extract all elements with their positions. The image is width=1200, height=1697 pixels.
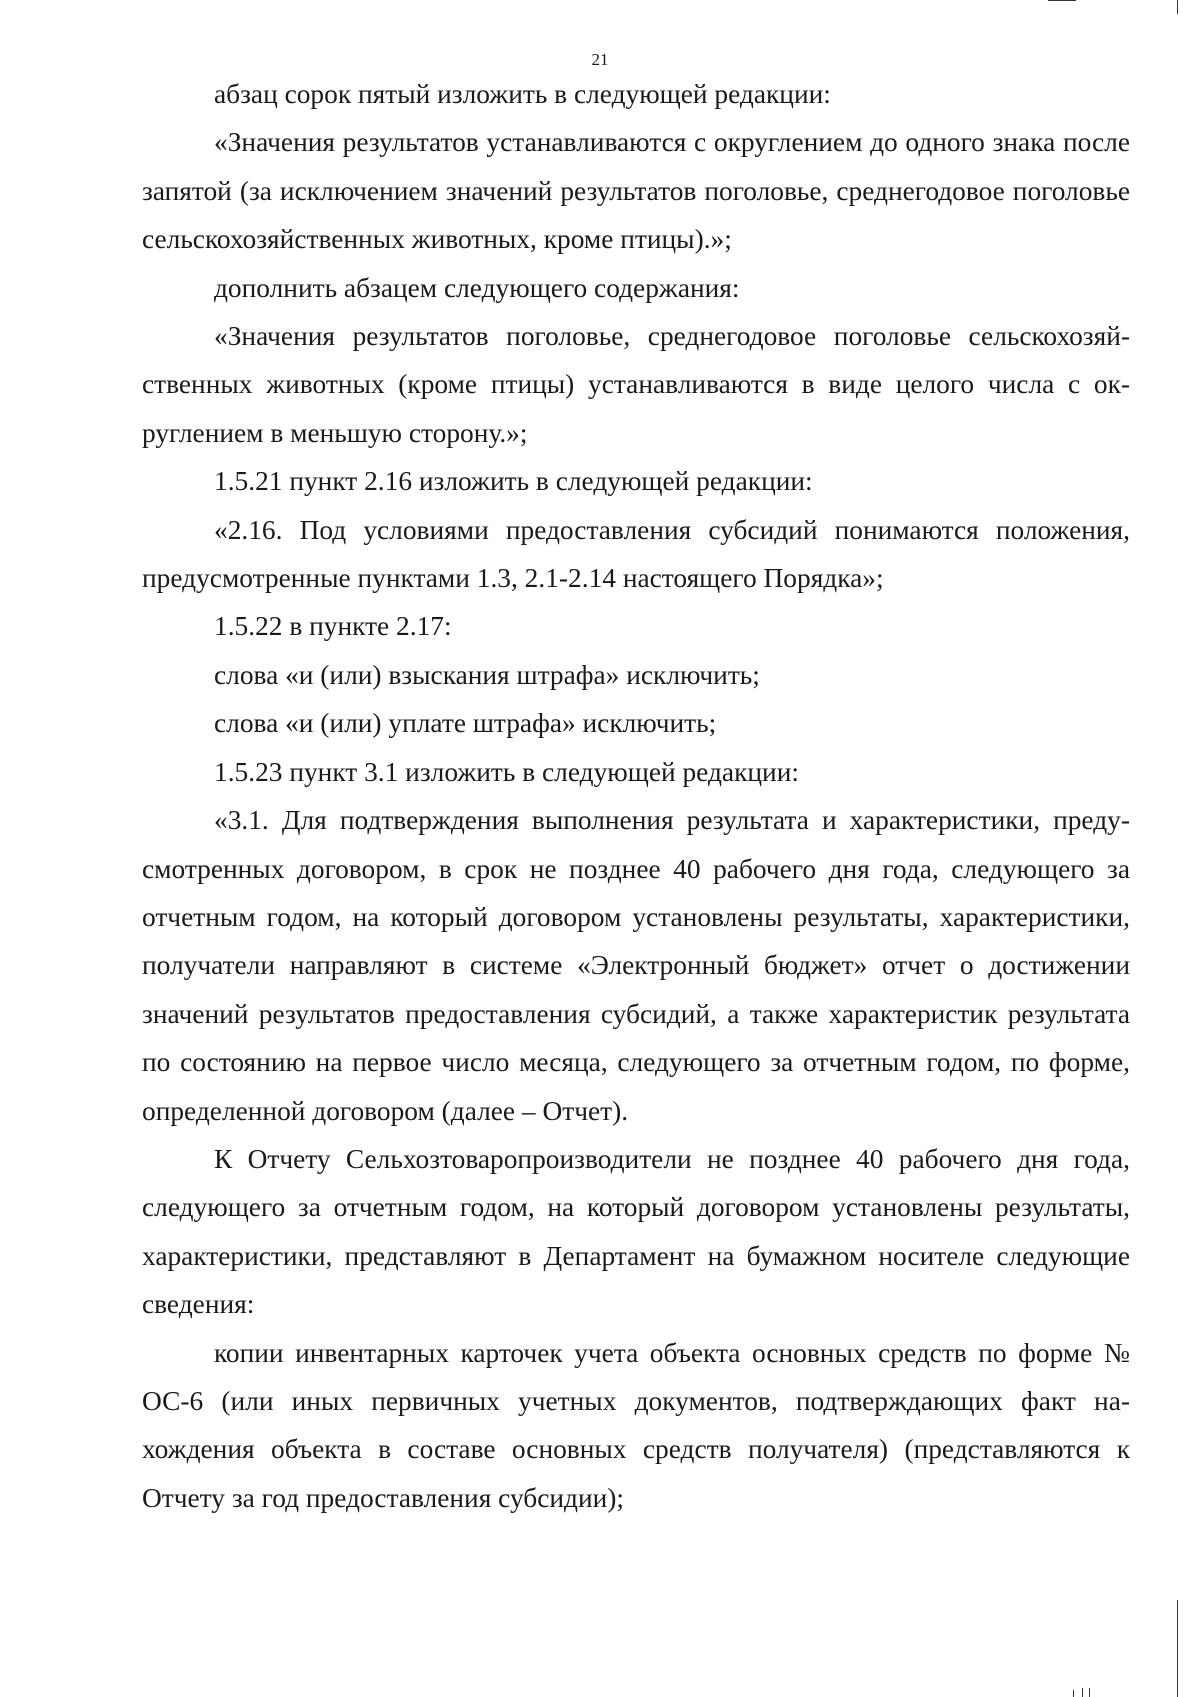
paragraph: слова «и (или) взыскания штрафа» исключить; [214, 659, 760, 690]
paragraph: К Отчету Сельхозтоваропроизводители не позднее 40 рабочего дня года, следующего за отчетным годом, на который договором установлены результаты, характеристики, представляют в Департамент на бумажном носителе следующие сведения: [142, 1143, 1130, 1320]
paragraph: 1.5.21 пункт 2.16 изложить в следующей редакции: [214, 466, 813, 497]
paragraph: 1.5.22 в пункте 2.17: [214, 611, 452, 642]
paragraph: «Значения результатов устанавливаются с округлением до одного знака после запятой (за исключением значений результатов поголовье, среднегодовое поголовье сельскохозяйственных животных, кроме птицы).»; [142, 127, 1130, 255]
paragraph: слова «и (или) уплате штрафа» исключить; [214, 708, 717, 739]
scan-artifact [1089, 1688, 1090, 1697]
paragraph: «3.1. Для подтверждения выполнения результата и характеристики, предусмотренных договором, в срок не позднее 40 рабочего дня года, следующего за отчетным годом, на который договором установлены результаты, характеристики, получатели направляют в системе «Электронный бюджет» отчет о достижении значений результатов предоставления субсидий, а также характеристик результата по состоянию на первое число месяца, следующего за отчетным годом, по форме, определенной договором (далее – Отчет). [142, 805, 1130, 1126]
paragraph: копии инвентарных карточек учета объекта основных средств по форме № ОС-6 (или иных первичных учетных документов, подтверждающих факт нахождения объекта в составе основных средств получателя) (представляются к Отчету за год предоставления субсидии); [142, 1337, 1130, 1513]
paragraph: «2.16. Под условиями предоставления субсидий понимаются положения, предусмотренные пунктами 1.3, 2.1-2.14 настоящего Порядка»; [142, 514, 1130, 594]
scan-artifact [1048, 0, 1076, 1]
paragraph: абзац сорок пятый изложить в следующей редакции: [214, 79, 831, 109]
paragraph: «Значения результатов поголовье, среднегодовое поголовье сельскохозяйственных животных (кроме птицы) устанавливаются в виде целого числа с округлением в меньшую сторону.»; [142, 321, 1130, 448]
scan-artifact [1073, 1690, 1074, 1697]
paragraph: дополнить абзацем следующего содержания: [214, 272, 740, 303]
scan-artifact [1082, 1688, 1083, 1697]
page-number: 21 [591, 50, 609, 69]
document-body [142, 70, 1130, 1522]
scan-artifact [1177, 0, 1178, 14]
paragraph: 1.5.23 пункт 3.1 изложить в следующей редакции: [214, 756, 799, 787]
scan-artifact [1177, 1600, 1178, 1697]
